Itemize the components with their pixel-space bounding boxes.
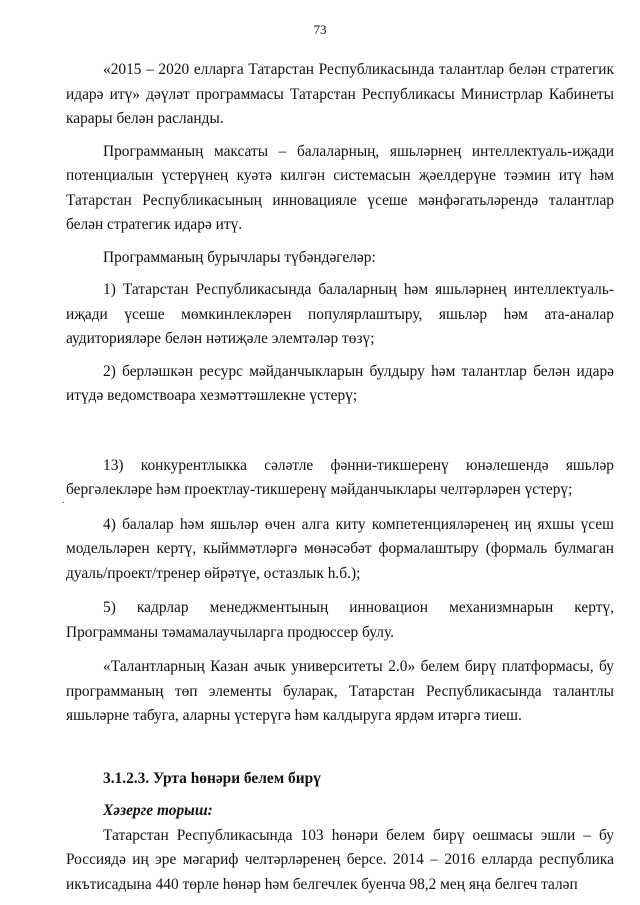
paragraph-program-goal: Программаның максаты – балаларның, яшьләрнең интеллектуаль-иҗади потенциалын үстерүнең куәтә килгән системасын җәелдерүне тәэмин итү һәм Татарстан Республикасының инновацияле үсеше мәнфәгатьләрендә талантлар белән стратегик идарә итү.: [66, 142, 614, 233]
list-item-5: 5) кадрлар менеджментының инновацион механизмнарын кертү, Программаны тәмамалаучыларга продюссер булу.: [66, 599, 614, 641]
list-item-2: 2) берләшкән ресурс мәйданчыкларын булдыру һәм талантлар белән идарә итүдә ведомствоара хезмәттәшлекне үстерү;: [66, 362, 614, 404]
list-item-3: 13) конкурентлыкка сәләтле фәнни-тикшеренү юнәлешендә яшьләр бергәлекләре һәм проектлау-тикшеренү мәйданчыклары челтәрләрен үстерү;: [66, 456, 614, 498]
page-number: 73: [313, 22, 327, 37]
section-subheading: Хәзерге торыш:: [103, 802, 213, 819]
document-body: [66, 58, 614, 897]
paragraph-program-approval: «2015 – 2020 елларга Татарстан Республикасында талантлар белән стратегик идарә итү» дәүләт программасы Татарстан Республикасы Министрлар Кабинеты карары белән расланды.: [66, 61, 614, 127]
list-item-4: 4) балалар һәм яшьләр өчен алга киту компетенцияләренең иң яхшы үсеш модельләрен кертү, кыйммәтләргә мөнәсәбәт формалаштыру (формаль булмаган дуаль/проект/тренер өйрәтүе, остазлык һ.б.);: [66, 515, 614, 582]
paragraph-tasks-intro: Программаның бурычлары түбәндәгеләр:: [103, 248, 376, 266]
list-item-1: 1) Татарстан Республикасында балаларның һәм яшьләрнең интеллектуаль-иҗади үсеше мөмкинлекләрен популярлаштыру, яшьләр һәм ата-аналар аудиторияләре белән нәтиҗәле элемтәләр төзү;: [66, 281, 614, 347]
paragraph-platform: «Талантларның Казан ачык университеты 2.0» белем бирү платформасы, бу программаның төп элементы буларак, Татарстан Республикасында талантлы яшьләрне табуга, аларны үстерүгә һәм калдыруга ярдәм итәргә тиеш.: [66, 658, 614, 724]
section-heading: 3.1.2.3. Урта һөнәри белем бирү: [103, 769, 321, 787]
paragraph-current-state: Татарстан Республикасында 103 һөнәри белем бирү оешмасы эшли – бу Россиядә иң эре мәгариф челтәрләренең берсе. 2014 – 2016 елларда республика икътисадына 440 төрле һөнәр һәм белгечлек буенча 98,2 мең яңа белгеч таләп: [66, 826, 614, 893]
margin-mark: .: [62, 494, 65, 506]
